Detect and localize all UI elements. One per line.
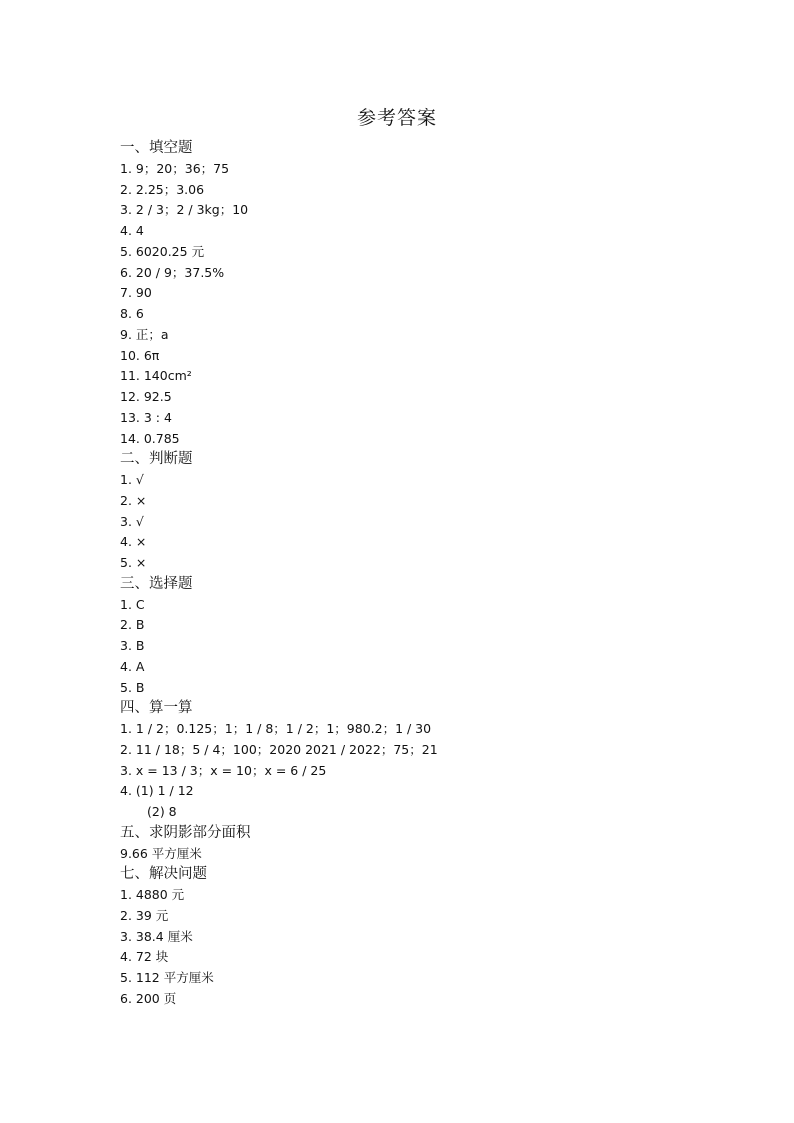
answer-line: 11. 140cm² (120, 368, 192, 384)
section-heading: 七、解决问题 (120, 866, 207, 883)
answer-line: 1. 4880 元 (120, 887, 185, 902)
answer-line: 3. x = 13 / 3；x = 10；x = 6 / 25 (120, 762, 327, 778)
page-title: 参考答案 (356, 107, 437, 129)
section-heading: 二、判断题 (120, 451, 193, 468)
section-heading: 四、算一算 (120, 700, 193, 717)
answer-line: 9.66 平方厘米 (120, 845, 202, 861)
answer-line: 5. B (120, 679, 145, 695)
answer-line: (2) 8 (147, 804, 177, 819)
answer-line: 6. 200 页 (120, 990, 177, 1006)
answer-line: 5. 6020.25 元 (120, 243, 205, 259)
answer-line: 4. 72 块 (120, 949, 169, 965)
answer-line: 13. 3 : 4 (120, 409, 172, 425)
answer-line: 14. 0.785 (120, 430, 180, 446)
answer-line: 4. × (120, 534, 147, 550)
answer-line: 7. 90 (120, 285, 152, 301)
answer-line: 3. 2 / 3；2 / 3kg；10 (120, 202, 249, 218)
answer-line: 2. 2.25；3.06 (120, 181, 205, 197)
answer-line: 10. 6π (120, 347, 160, 363)
answer-list (120, 138, 720, 1010)
section-heading: 一、填空题 (120, 140, 193, 156)
answer-line: 4. A (120, 658, 145, 674)
answer-line: 1. 9；20；36；75 (120, 160, 230, 176)
answer-line: 2. B (120, 617, 145, 633)
answer-line: 6. 20 / 9；37.5% (120, 264, 225, 280)
answer-line: 1. 1 / 2；0.125；1；1 / 8；1 / 2；1；980.2；1 / 30 (120, 721, 432, 736)
answer-line: 2. 39 元 (120, 907, 169, 923)
answer-line: 8. 6 (120, 306, 144, 321)
answer-line: 1. √ (120, 472, 144, 487)
section-heading: 三、选择题 (120, 575, 193, 592)
answer-line: 4. (1) 1 / 12 (120, 783, 194, 799)
answer-line: 3. 38.4 厘米 (120, 928, 193, 944)
answer-line: 3. B (120, 638, 145, 653)
answer-line: 12. 92.5 (120, 389, 172, 404)
answer-line: 2. × (120, 492, 147, 508)
answer-line: 2. 11 / 18；5 / 4；100；2020 2021 / 2022；75；21 (120, 741, 438, 757)
section-heading: 五、求阴影部分面积 (120, 824, 251, 841)
answer-line: 9. 正；a (120, 326, 169, 342)
answer-line: 1. C (120, 596, 145, 612)
answer-line: 5. 112 平方厘米 (120, 970, 214, 985)
answer-line: 3. √ (120, 513, 144, 529)
answer-line: 4. 4 (120, 223, 144, 238)
answer-line: 5. × (120, 555, 147, 570)
